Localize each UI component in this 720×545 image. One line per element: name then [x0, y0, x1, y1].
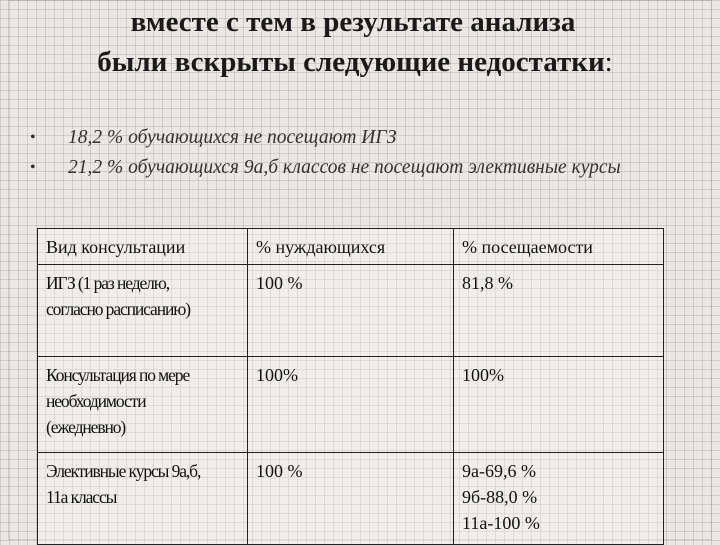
cell-line: 100 % — [256, 273, 303, 293]
slide-title — [0, 2, 720, 82]
cell-need-percent — [248, 357, 454, 453]
cell-line: (ежедневно) — [46, 417, 126, 437]
title-line-2-text: были вскрыты следующие недостатки — [97, 46, 605, 78]
cell-line: Консультация по мере — [46, 365, 190, 385]
cell-attend-percent — [454, 357, 664, 453]
cell-consultation-type — [38, 357, 248, 453]
consultation-table — [37, 228, 664, 545]
cell-line: 100 % — [256, 461, 303, 481]
cell-line: необходимости — [46, 391, 146, 411]
title-line-2 — [0, 42, 720, 82]
cell-attend-percent — [454, 453, 664, 545]
cell-need-percent — [248, 265, 454, 357]
cell-attend-percent — [454, 265, 664, 357]
title-colon: : — [604, 46, 613, 78]
bullet-text: 21,2 % обучающихся 9а,б классов не посещают элективные курсы — [68, 157, 621, 178]
cell-line: 81,8 % — [462, 273, 513, 293]
table-header-row — [38, 229, 664, 265]
bullet-list — [30, 124, 700, 184]
cell-line: 100% — [256, 365, 298, 385]
header-cell-attend: % посещаемости — [454, 229, 664, 265]
cell-consultation-type — [38, 453, 248, 545]
cell-line: 9б-88,0 % — [462, 487, 538, 507]
bullet-dot-icon: • — [30, 129, 36, 146]
header-cell-need: % нуждающихся — [248, 229, 454, 265]
title-line-1: вместе с тем в результате анализа — [130, 6, 576, 38]
cell-need-percent — [248, 453, 454, 545]
cell-line: 11а-100 % — [462, 513, 540, 533]
table-row — [38, 357, 664, 453]
cell-line: 100% — [462, 365, 504, 385]
table-row — [38, 453, 664, 545]
table-row — [38, 265, 664, 357]
bullet-item — [30, 124, 700, 151]
cell-line: ИГЗ (1 раз неделю, — [46, 273, 170, 293]
bullet-dot-icon: • — [30, 159, 36, 176]
header-cell-type: Вид консультации — [38, 229, 248, 265]
bullet-item — [30, 154, 700, 181]
bullet-text: 18,2 % обучающихся не посещают ИГЗ — [68, 127, 397, 148]
cell-line: 9а-69,6 % — [462, 461, 536, 481]
cell-line: Элективные курсы 9а,б, — [46, 461, 201, 481]
cell-line: 11а классы — [46, 487, 117, 507]
cell-consultation-type — [38, 265, 248, 357]
cell-line: согласно расписанию) — [46, 299, 190, 319]
